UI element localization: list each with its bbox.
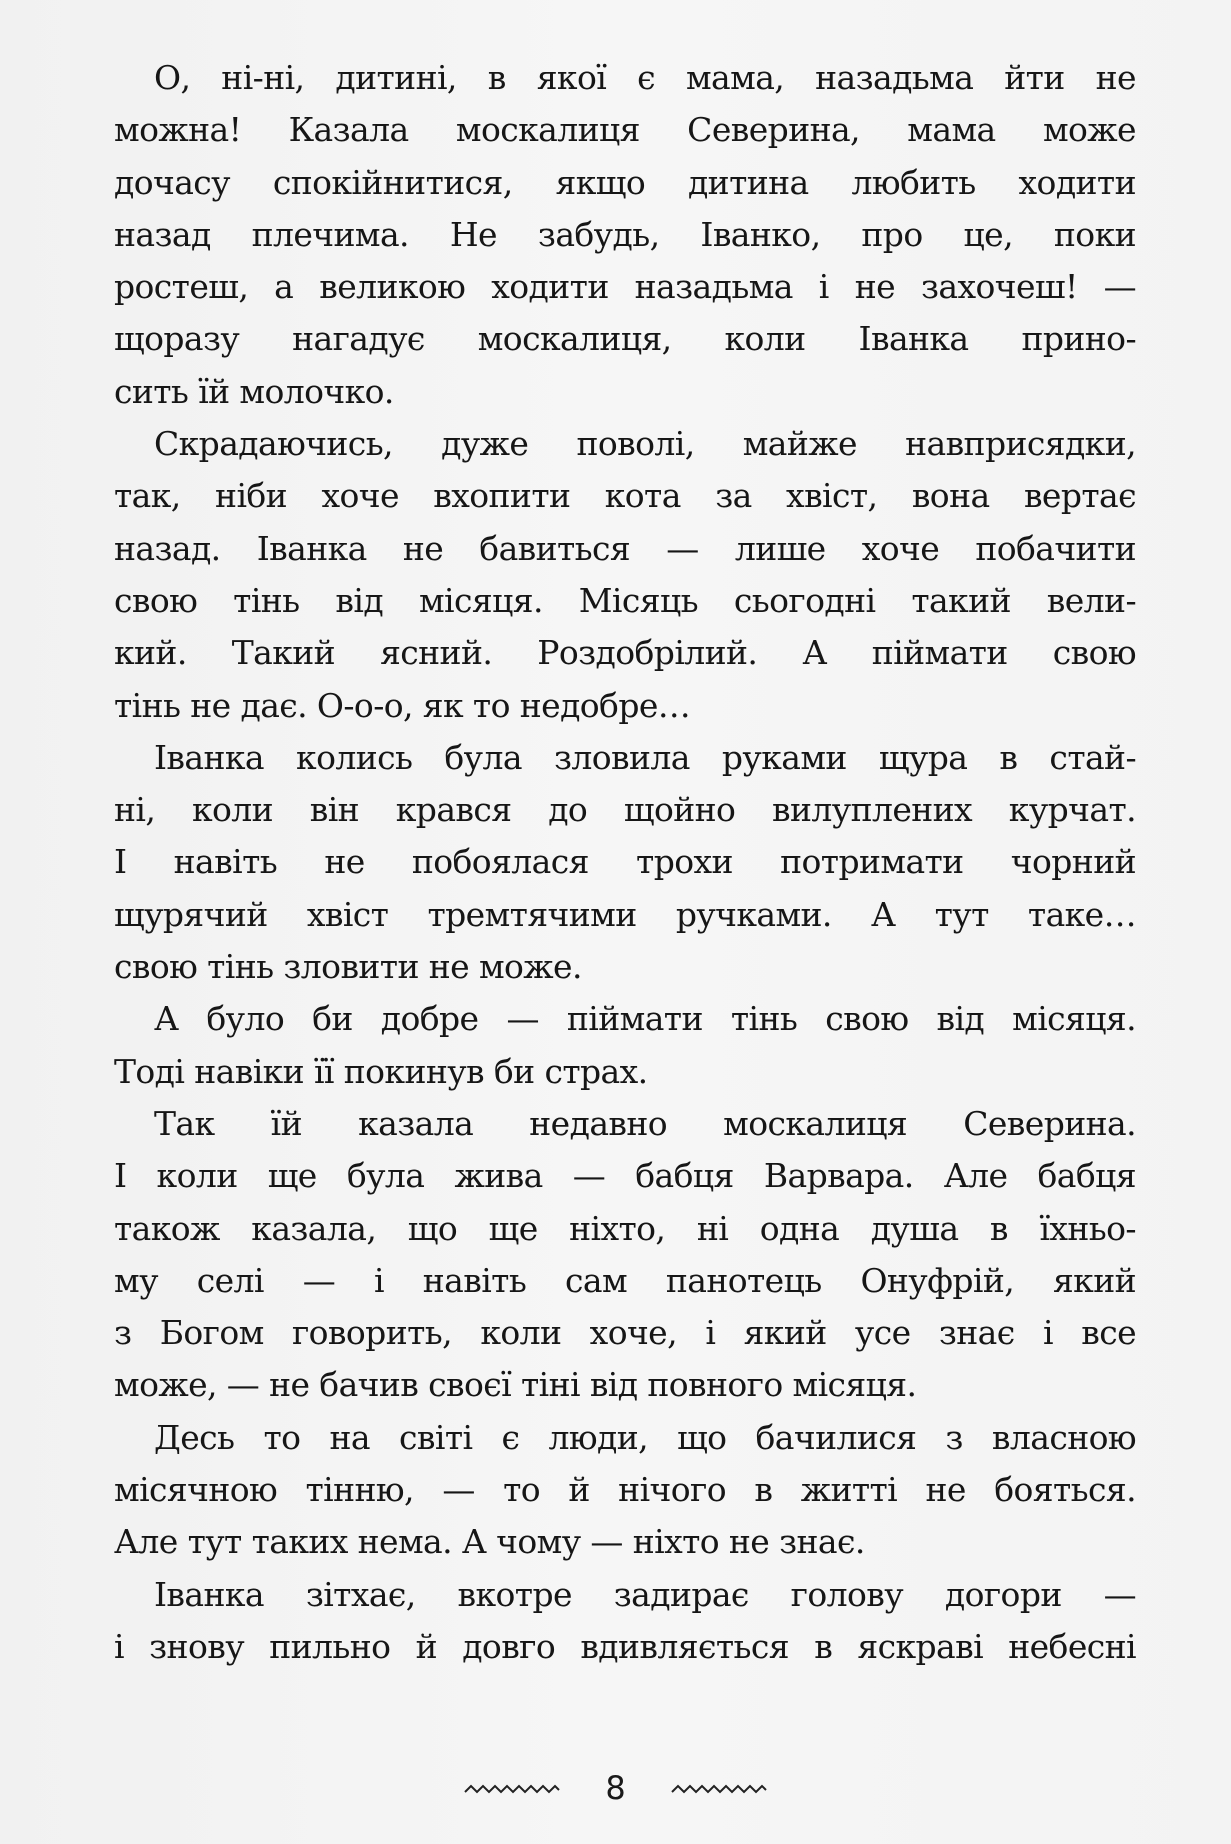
text-line: може, — не бачив своєї тіні від повного місяця.: [114, 1365, 917, 1405]
body-text: [114, 52, 1136, 1673]
text-line: Десь то на світі є люди, що бачилися з власною: [154, 1417, 1136, 1457]
text-line: Скрадаючись, дуже поволі, майже навприсядки,: [154, 424, 1136, 464]
text-line: І навіть не побоялася трохи потримати чорний: [114, 842, 1136, 882]
text-line: дочасу спокійнитися, якщо дитина любить ходити: [114, 162, 1136, 202]
text-line: кий. Такий ясний. Роздобрілий. А піймати свою: [114, 633, 1136, 673]
wave-ornament-left-icon: [463, 1781, 561, 1795]
text-line: Так їй казала недавно москалиця Северина.: [154, 1103, 1136, 1143]
text-line: свою тінь від місяця. Місяць сьогодні такий вели-: [114, 580, 1136, 620]
text-line: І коли ще була жива — бабця Варвара. Але бабця: [114, 1156, 1136, 1196]
text-line: сить їй молочко.: [114, 371, 394, 411]
text-line: щоразу нагадує москалиця, коли Іванка прино-: [114, 319, 1136, 359]
text-line: Іванка колись була зловила руками щура в стай-: [154, 737, 1136, 777]
text-line: Іванка зітхає, вкотре задирає голову догори —: [154, 1574, 1136, 1614]
text-line: Але тут таких нема. А чому — ніхто не знає.: [114, 1522, 865, 1562]
text-line: ростеш, а великою ходити назадьма і не захочеш! —: [114, 267, 1136, 307]
wave-ornament-right-icon: [670, 1781, 768, 1795]
text-line: і знову пильно й довго вдивляється в яскраві небесні: [114, 1626, 1136, 1666]
text-line: місячною тінню, — то й нічого в житті не бояться.: [114, 1470, 1136, 1510]
page-number: 8: [605, 1769, 626, 1807]
text-line: так, ніби хоче вхопити кота за хвіст, вона вертає: [114, 476, 1136, 516]
text-line: назад плечима. Не забудь, Іванко, про це, поки: [114, 214, 1136, 254]
page-footer: [0, 1766, 1231, 1810]
text-line: з Богом говорить, коли хоче, і який усе знає і все: [114, 1313, 1136, 1353]
text-line: назад. Іванка не бавиться — лише хоче побачити: [114, 528, 1136, 568]
text-line: свою тінь зловити не може.: [114, 947, 582, 987]
text-line: ні, коли він крався до щойно вилуплених курчат.: [114, 790, 1136, 830]
text-line: також казала, що ще ніхто, ні одна душа в їхньо-: [114, 1208, 1136, 1248]
text-line: О, ні-ні, дитині, в якої є мама, назадьма йти не: [154, 58, 1136, 97]
text-line: му селі — і навіть сам панотець Онуфрій, який: [114, 1260, 1136, 1300]
text-line: тінь не дає. О-о-о, як то недобре…: [114, 685, 691, 725]
text-line: А було би добре — піймати тінь свою від місяця.: [154, 999, 1136, 1039]
text-line: щурячий хвіст тремтячими ручками. А тут таке…: [114, 894, 1136, 934]
text-line: можна! Казала москалиця Северина, мама може: [114, 110, 1136, 150]
text-line: Тоді навіки її покинув би страх.: [114, 1051, 648, 1091]
